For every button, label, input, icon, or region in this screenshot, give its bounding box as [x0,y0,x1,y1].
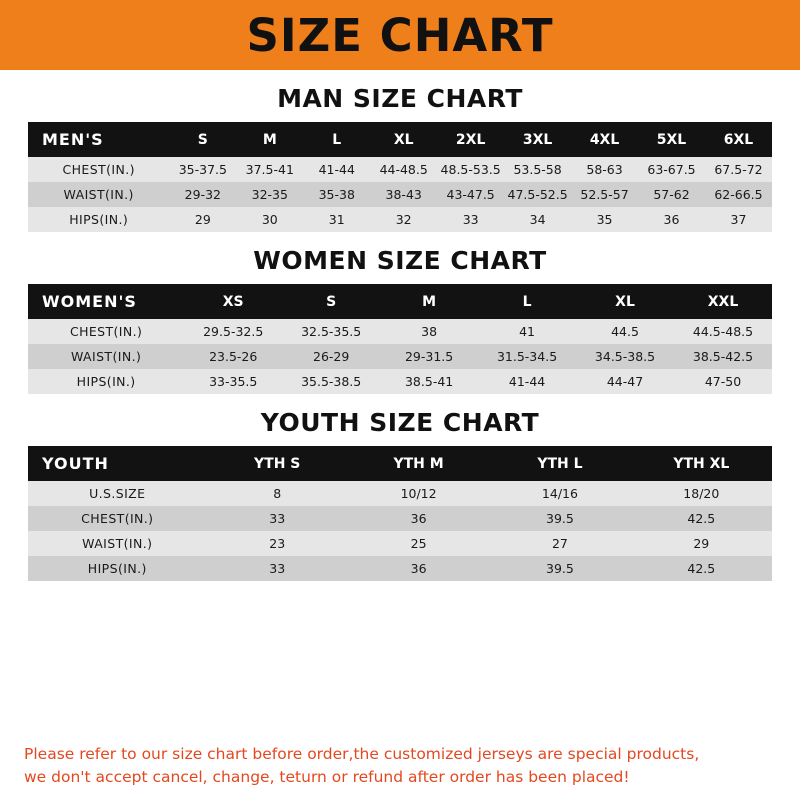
cell: 39.5 [489,556,630,581]
cell: 31 [303,207,370,232]
section-title-women: WOMEN SIZE CHART [253,246,547,275]
section-title-youth: YOUTH SIZE CHART [260,408,540,437]
cell: 34 [504,207,571,232]
cell: 32-35 [236,182,303,207]
cell: 30 [236,207,303,232]
row-label: WAIST(IN.) [28,344,184,369]
cell: 23 [207,531,348,556]
cell: 32 [370,207,437,232]
cell: 8 [207,481,348,506]
cell: 44-48.5 [370,157,437,182]
table-header-row [28,284,772,319]
cell: 35-38 [303,182,370,207]
table-row [28,182,772,207]
table-row [28,531,772,556]
column-header: 5XL [638,122,705,157]
section-man [28,84,772,232]
table-row [28,344,772,369]
cell: 38-43 [370,182,437,207]
corner-label-youth: YOUTH [28,446,207,481]
cell: 10/12 [348,481,489,506]
row-label: HIPS(IN.) [28,207,169,232]
row-label: HIPS(IN.) [28,369,184,394]
cell: 38 [380,319,478,344]
table-header-row [28,446,772,481]
cell: 67.5-72 [705,157,772,182]
column-header: L [478,284,576,319]
cell: 31.5-34.5 [478,344,576,369]
row-label: WAIST(IN.) [28,182,169,207]
column-header: M [236,122,303,157]
cell: 36 [348,556,489,581]
cell: 47.5-52.5 [504,182,571,207]
table-row [28,556,772,581]
cell: 41-44 [303,157,370,182]
section-women [28,246,772,394]
cell: 48.5-53.5 [437,157,504,182]
cell: 18/20 [631,481,772,506]
cell: 36 [348,506,489,531]
table-youth-body [28,481,772,581]
cell: 14/16 [489,481,630,506]
row-label: CHEST(IN.) [28,506,207,531]
cell: 44.5 [576,319,674,344]
row-label: U.S.SIZE [28,481,207,506]
column-header: YTH M [348,446,489,481]
cell: 33-35.5 [184,369,282,394]
cell: 35.5-38.5 [282,369,380,394]
table-youth-sizes [28,446,772,581]
corner-label-women: WOMEN'S [28,284,184,319]
section-title-man: MAN SIZE CHART [277,84,523,113]
column-header: XL [576,284,674,319]
footer-disclaimer [0,735,800,800]
cell: 63-67.5 [638,157,705,182]
column-header: YTH L [489,446,630,481]
cell: 41 [478,319,576,344]
cell: 29-31.5 [380,344,478,369]
cell: 35 [571,207,638,232]
page-title: SIZE CHART [246,8,554,62]
table-row [28,319,772,344]
column-header: M [380,284,478,319]
cell: 29 [631,531,772,556]
cell: 52.5-57 [571,182,638,207]
table-row [28,481,772,506]
table-row [28,369,772,394]
column-header: 4XL [571,122,638,157]
cell: 36 [638,207,705,232]
cell: 39.5 [489,506,630,531]
table-man-sizes [28,122,772,232]
cell: 23.5-26 [184,344,282,369]
cell: 27 [489,531,630,556]
column-header: 6XL [705,122,772,157]
cell: 25 [348,531,489,556]
cell: 33 [207,556,348,581]
cell: 38.5-41 [380,369,478,394]
cell: 58-63 [571,157,638,182]
cell: 29-32 [169,182,236,207]
cell: 35-37.5 [169,157,236,182]
cell: 26-29 [282,344,380,369]
cell: 29 [169,207,236,232]
cell: 38.5-42.5 [674,344,772,369]
row-label: WAIST(IN.) [28,531,207,556]
footer-line-1: Please refer to our size chart before order,the customized jerseys are special products, [24,745,700,764]
table-man-body [28,157,772,232]
header-banner [0,0,800,70]
cell: 47-50 [674,369,772,394]
cell: 32.5-35.5 [282,319,380,344]
row-label: CHEST(IN.) [28,157,169,182]
column-header: 2XL [437,122,504,157]
cell: 53.5-58 [504,157,571,182]
column-header: XXL [674,284,772,319]
cell: 37.5-41 [236,157,303,182]
table-women-body [28,319,772,394]
cell: 42.5 [631,556,772,581]
table-row [28,506,772,531]
cell: 62-66.5 [705,182,772,207]
column-header: S [169,122,236,157]
row-label: CHEST(IN.) [28,319,184,344]
cell: 37 [705,207,772,232]
table-women-head [28,284,772,319]
cell: 43-47.5 [437,182,504,207]
cell: 33 [207,506,348,531]
cell: 57-62 [638,182,705,207]
column-header: YTH S [207,446,348,481]
cell: 33 [437,207,504,232]
corner-label-men: MEN'S [28,122,169,157]
cell: 44-47 [576,369,674,394]
section-youth [28,408,772,581]
table-row [28,207,772,232]
column-header: YTH XL [631,446,772,481]
row-label: HIPS(IN.) [28,556,207,581]
cell: 42.5 [631,506,772,531]
column-header: XL [370,122,437,157]
cell: 41-44 [478,369,576,394]
table-header-row [28,122,772,157]
column-header: 3XL [504,122,571,157]
table-row [28,157,772,182]
column-header: L [303,122,370,157]
cell: 44.5-48.5 [674,319,772,344]
footer-line-2: we don't accept cancel, change, teturn or refund after order has been placed! [24,767,630,786]
column-header: XS [184,284,282,319]
table-youth-head [28,446,772,481]
chart-content [0,70,800,735]
cell: 29.5-32.5 [184,319,282,344]
table-man-head [28,122,772,157]
column-header: S [282,284,380,319]
table-women-sizes [28,284,772,394]
cell: 34.5-38.5 [576,344,674,369]
